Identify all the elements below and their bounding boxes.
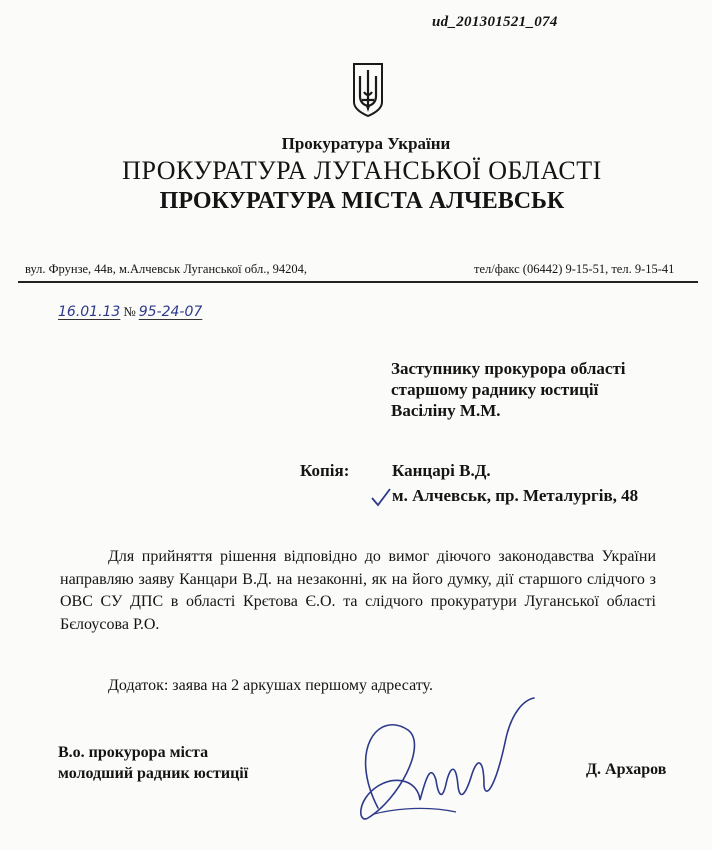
registration-date: 16.01.13	[58, 304, 121, 320]
registration-line	[58, 304, 202, 320]
signatory-title-1: В.о. прокурора міста	[58, 744, 209, 761]
recipient-line-3: Васіліну М.М.	[391, 401, 501, 420]
trident-emblem-icon	[350, 62, 386, 118]
recipient-line-2: старшому раднику юстиції	[391, 380, 599, 399]
address: вул. Фрунзе, 44в, м.Алчевськ Луганської обл., 94204,	[25, 262, 307, 276]
number-label: №	[123, 304, 136, 319]
check-mark-icon	[370, 486, 392, 508]
signatory-title-2: молодший радник юстиції	[58, 765, 249, 782]
registration-number: 95-24-07	[138, 304, 203, 320]
body-text: Для прийняття рішення відповідно до вимог діючого законодавства України направляю заяву Канцари В.Д. на незаконні, як на його думку, дії старшого слідчого з ОВС СУ ДПС в області Крєтова Є.О. та слідчого прокуратури Луганської області Бєлоусова Р.О.	[60, 548, 656, 633]
header-line-2: ПРОКУРАТУРА ЛУГАНСЬКОЇ ОБЛАСТІ	[122, 156, 602, 185]
header-divider	[18, 281, 698, 283]
document-id: ud_201301521_074	[432, 14, 558, 30]
copy-line-1: Канцарі В.Д.	[392, 461, 491, 480]
header-line-1: Прокуратура України	[281, 134, 451, 153]
signatory-name: Д. Архаров	[586, 761, 667, 778]
attachment-note: Додаток: заява на 2 аркушах першому адресату.	[108, 677, 433, 694]
copy-label: Копія:	[300, 461, 350, 480]
header-line-3: ПРОКУРАТУРА МІСТА АЛЧЕВСЬК	[159, 188, 565, 214]
phone: тел/факс (06442) 9-15-51, тел. 9-15-41	[474, 262, 675, 276]
handwritten-signature-icon	[338, 690, 548, 830]
recipient-line-1: Заступнику прокурора області	[391, 359, 626, 378]
body-paragraph	[60, 546, 656, 636]
copy-line-2: м. Алчевськ, пр. Металургів, 48	[392, 486, 639, 505]
